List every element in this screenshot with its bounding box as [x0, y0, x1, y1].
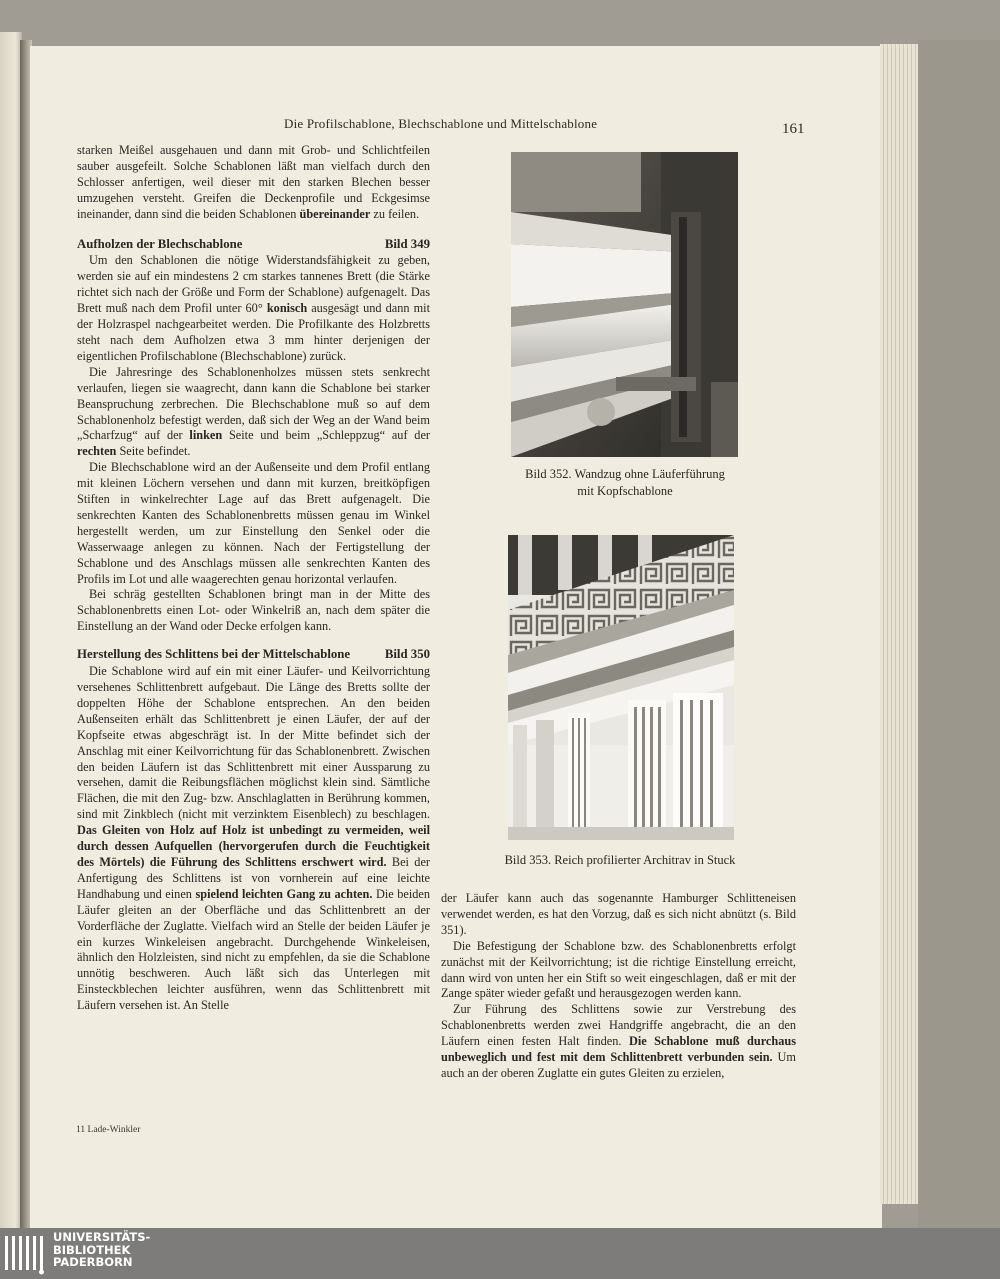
paragraph: Bei schräg gestellten Schablonen bringt man in der Mitte des Schablonenbretts einen Lot- oder Winkelriß an, nach dem später die Einstellung an der Wand oder Decke erfolgen kann.: [77, 587, 430, 634]
photo-architrav-image: [508, 535, 734, 840]
section-heading-schlitten: Herstellung des Schlittens bei der Mittelschablone Bild 350: [77, 647, 430, 662]
figure-reference: Bild 350: [384, 647, 430, 662]
photo-wandzug-image: [511, 152, 738, 457]
paragraph: Um den Schablonen die nötige Widerstandsfähigkeit zu geben, werden sie auf ein mindestens 2 cm starkes tannenes Brett (die Stärke richtet sich nach der Größe und Form der Schablone) aufgenagelt. Das Brett muß nach dem Profil unter 60° konisch ausgesägt und dann mit der Holzraspel nachgearbeitet werden. Die Profilkante des Holzbretts steht nach dem Aufholzen etwa 3 mm hinter derjenigen der eigentlichen Profilschablone (Blechschablone) zurück.: [77, 253, 430, 363]
left-column: [77, 143, 430, 1014]
paragraph: Die Blechschablone wird an der Außenseite und dem Profil entlang mit kleinen Löchern versehen und dann mit kurzen, breitköpfigen Stiften in winkelrechter Lage auf das Brett aufgenagelt. Die senkrechten Kanten des Schablonenbretts müssen genau im Winkel hergestellt werden, um zur Einstellung den Senkel oder die Wasserwaage anlegen zu können. Nach der Fertigstellung der Schablone und des Anschlags müssen alle senkrechten Kanten des Profils im Lot und alle waagerechten genau horizontal verlaufen.: [77, 460, 430, 586]
book-cover-edge: [918, 40, 1000, 1228]
right-column: [441, 891, 796, 1082]
paragraph: Die Jahresringe des Schablonenholzes müssen stets senkrecht verlaufen, liegen sie waagrecht, dann kann die Schablone bei starker Beanspruchung zerbrechen. Die Blechschablone muß so auf dem Schablonenholz befestigt werden, daß sich der Weg an der Wand beim „Scharfzug“ auf der linken Seite und beim „Schleppzug“ auf der rechten Seite befindet.: [77, 364, 430, 459]
paragraph: Die Schablone wird auf ein mit einer Läufer- und Keilvorrichtung versehenes Schlittenbrett aufgebaut. Die Länge des Bretts sollte der doppelten Höhe der Schablone entsprechen. An den beiden Außenseiten erhält das Schlittenbrett je einen Läufer, der auf der Kopfseite etwas abgeschrägt ist. In der Mitte befindet sich der Anschlag mit einer Keilvorrichtung für das Schablonenbrett. Zwischen den beiden Läufern ist das Schlittenbrett mit einer Aussparung zu versehen, damit die Reibungsflächen möglichst klein sind. Sämtliche Flächen, die mit den Zug- bzw. Anschlaglatten in Berührung kommen, sind mit Zinkblech (nicht mit verzinktem Eisenblech) zu beschlagen. Das Gleiten von Holz auf Holz ist unbedingt zu vermeiden, weil durch dessen Aufquellen (hervorgerufen durch die Feuchtigkeit des Mörtels) die Führung des Schlittens erschwert wird. Bei der Anfertigung des Schlittens ist von vornherein auf eine leichte Handhabung und einen spielend leichten Gang zu achten. Die beiden Läufer gleiten an der Oberfläche und das Schlittenbrett an der Vorderfläche der Zuglatte. Vielfach wird an Stelle der beiden Läufer je ein kurzes Winkeleisen angebracht. Durchgehende Winkeleisen, ähnlich den Holzleisten, sind nicht zu empfehlen, da sie die Schablone unnötig beschweren. Auch läßt sich das Unterlegen mit Einsteckblechen leichter ausführen, wenn das Schlittenbrett mit Läufern versehen ist. An Stelle: [77, 664, 430, 1013]
section-heading-aufholzen: Aufholzen der Blechschablone Bild 349: [77, 236, 430, 251]
page-stack-edge: [880, 44, 920, 1204]
paragraph: der Läufer kann auch das sogenannte Hamburger Schlitteneisen verwendet werden, es hat den Vorzug, daß es sich nicht abnützt (s. Bild 351).: [441, 891, 796, 937]
paragraph: Die Befestigung der Schablone bzw. des Schablonenbretts erfolgt zunächst mit der Keilvorrichtung; ist die richtige Einstellung erreicht, dann wird von unten her ein Stift so weit eingeschlagen, daß er mit der Zange später wieder gefaßt und herausgezogen werden kann.: [441, 938, 796, 1001]
library-logo-icon: [0, 1232, 50, 1276]
printer-signature: 11 Lade-Winkler: [76, 1125, 141, 1135]
paragraph: Zur Führung des Schlittens sowie zur Verstrebung des Schablonenbretts werden zwei Handgriffe angebracht, die an den Läufern einen festen Halt finden. Die Schablone muß durchaus unbeweglich und fest mit dem Schlittenbrett verbunden sein. Um auch an der oberen Zuglatte ein gutes Gleiten zu erzielen,: [441, 1002, 796, 1080]
figure-caption-353: Bild 353. Reich profilierter Architrav in Stuck: [504, 853, 736, 867]
figure-reference: Bild 349: [384, 236, 430, 251]
figure-caption-352: Bild 352. Wandzug ohne Läuferführung mit Kopfschablone: [525, 467, 725, 498]
paragraph: starken Meißel ausgehauen und dann mit Grob- und Schlichtfeilen sauber ausgefeilt. Solche Schablonen läßt man vielfach durch den Schlosser anfertigen, weil dieser mit den starken Blechen besser umzugehen versteht. Greifen die Deckenprofile und Eckgesimse ineinander, dann sind die beiden Schablonen übereinander zu feilen.: [77, 143, 430, 221]
page-number: 161: [782, 121, 805, 137]
running-head: Die Profilschablone, Blechschablone und Mittelschablone: [284, 116, 598, 131]
facing-page-edge: [0, 32, 22, 1228]
photo-wandzug: [511, 152, 738, 457]
library-name: UNIVERSITÄTS- BIBLIOTHEK PADERBORN: [53, 1230, 151, 1270]
photo-architrav: [508, 535, 734, 840]
